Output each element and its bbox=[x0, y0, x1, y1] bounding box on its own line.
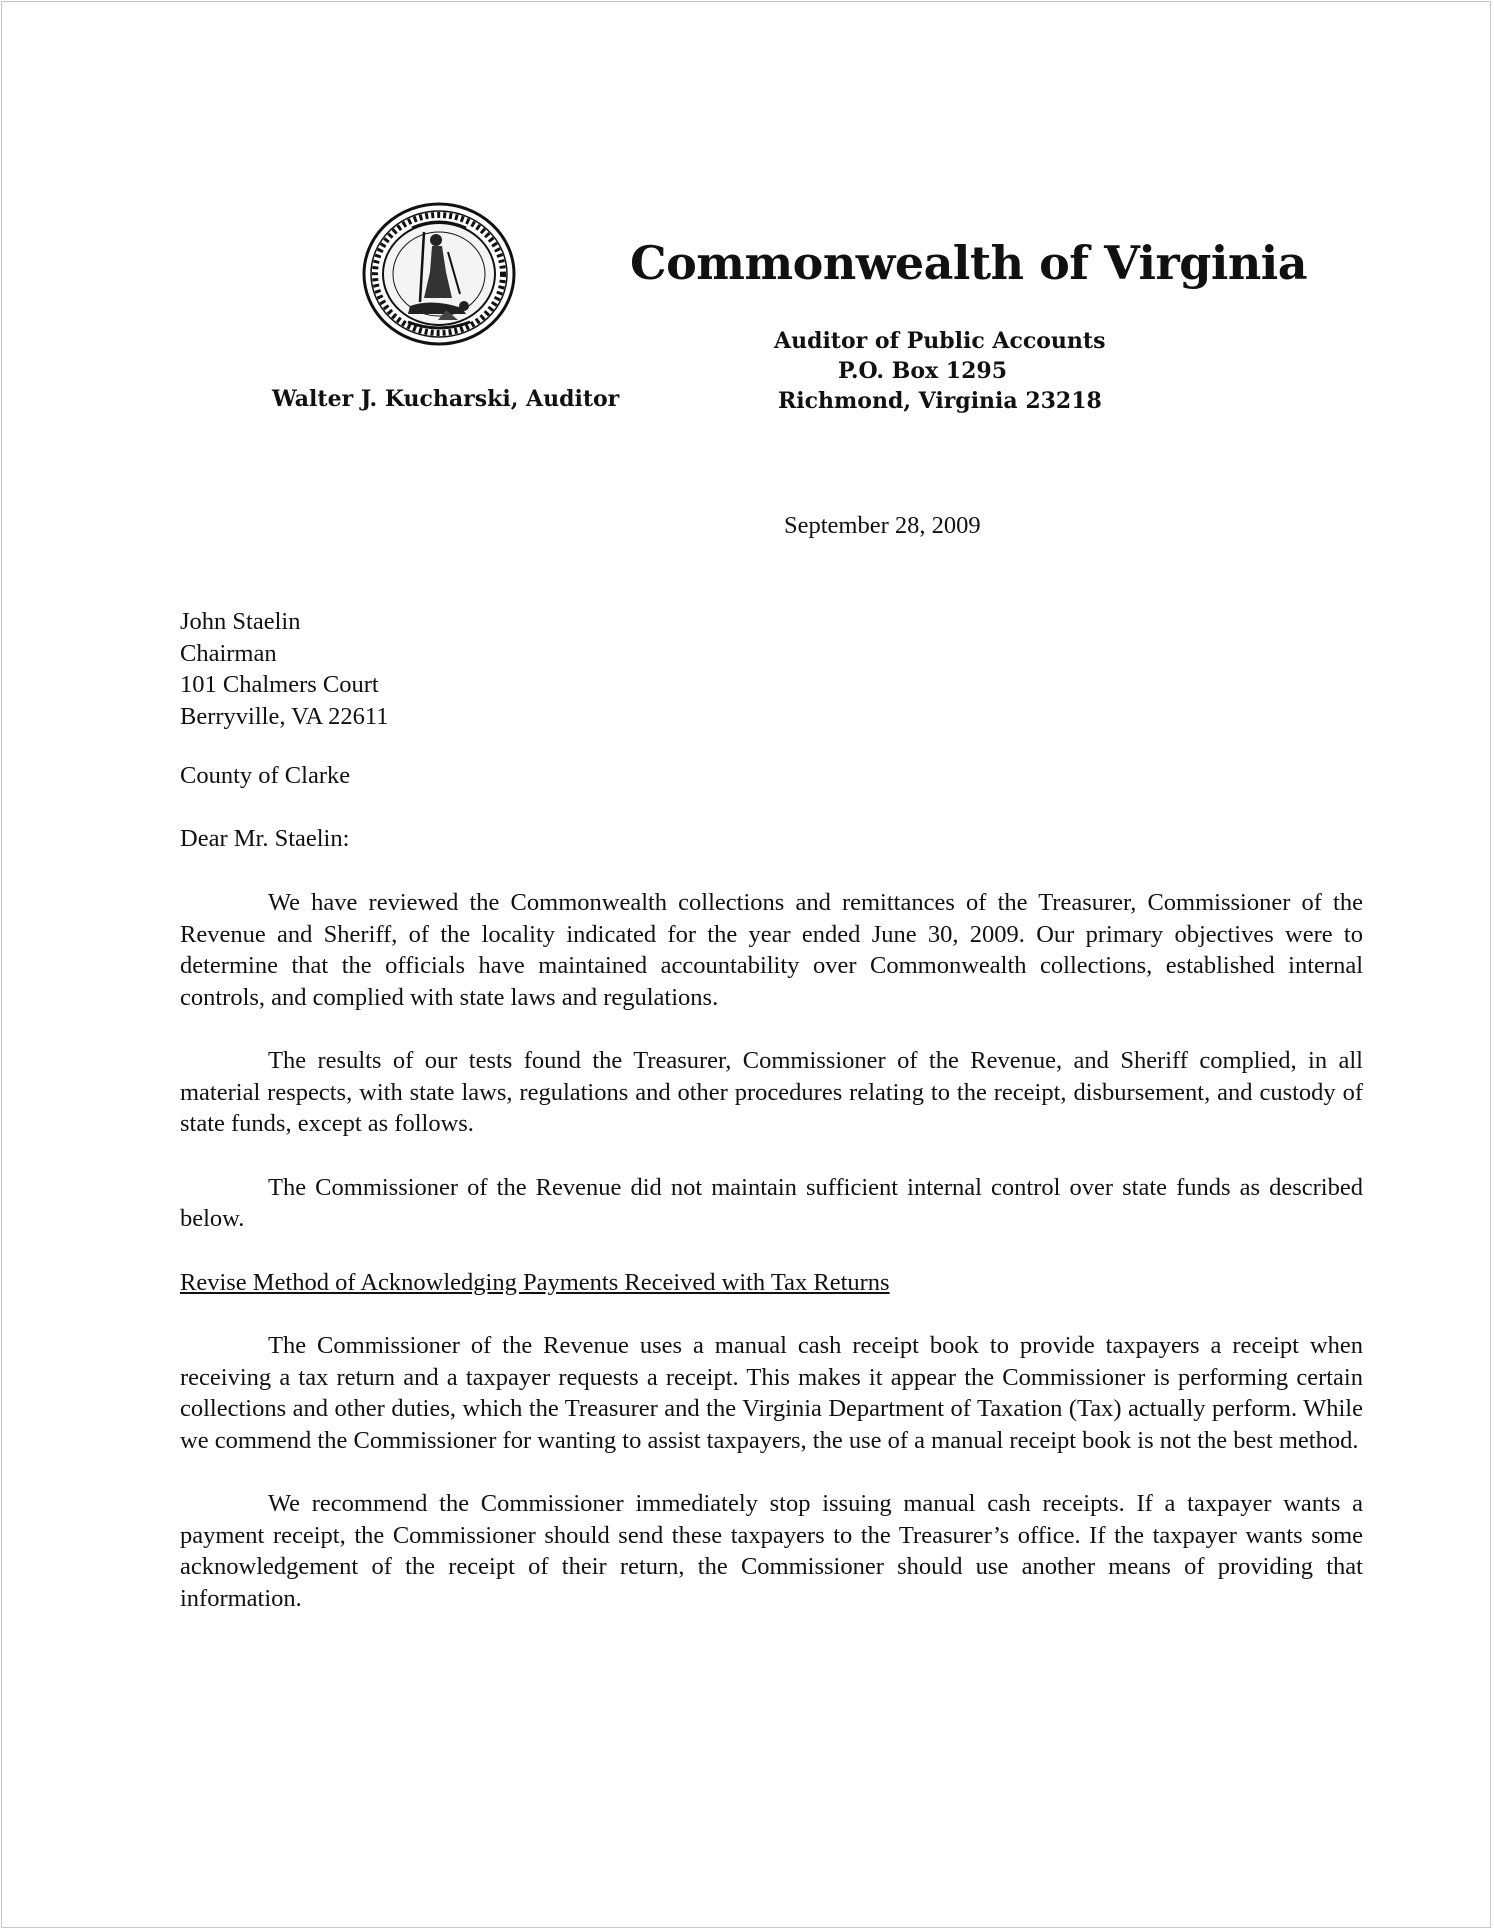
recipient-street: 101 Chalmers Court bbox=[180, 671, 379, 698]
auditor-name: Walter J. Kucharski, Auditor bbox=[272, 386, 620, 412]
letter-date: September 28, 2009 bbox=[784, 512, 981, 539]
office-city-state: Richmond, Virginia 23218 bbox=[778, 388, 1102, 414]
masthead-title: Commonwealth of Virginia bbox=[630, 236, 1308, 290]
body-paragraph: The Commissioner of the Revenue did not maintain sufficient internal control over state funds as described below. bbox=[180, 1173, 1363, 1232]
recipient-address-block bbox=[180, 606, 388, 732]
virginia-state-seal bbox=[362, 202, 517, 347]
section-heading: Revise Method of Acknowledging Payments Received with Tax Returns bbox=[180, 1268, 890, 1296]
office-name: Auditor of Public Accounts bbox=[774, 328, 1106, 354]
letter-page bbox=[1, 1, 1491, 1928]
recipient-city: Berryville, VA 22611 bbox=[180, 702, 389, 730]
section-paragraph: The Commissioner of the Revenue uses a manual cash receipt book to provide taxpayers a receipt when receiving a tax return and a taxpayer requests a receipt. This makes it appear the Commissioner is performing certain collections and other duties, which the Treasurer and the Virginia Department of Taxation (Tax) actually perform. While we commend the Commissioner for wanting to assist taxpayers, the use of a manual receipt book is not the best method. bbox=[180, 1332, 1363, 1454]
county-line: County of Clarke bbox=[180, 762, 351, 789]
body-paragraph: We have reviewed the Commonwealth collections and remittances of the Treasurer, Commissioner of the Revenue and Sheriff, of the locality indicated for the year ended June 30, 2009. Our primary objectives were to determine that the officials have maintained accountability over Commonwealth collections, established internal controls, and complied with state laws and regulations. bbox=[180, 889, 1363, 1011]
salutation: Dear Mr. Staelin: bbox=[180, 825, 350, 852]
recipient-title: Chairman bbox=[180, 639, 277, 667]
office-po-box: P.O. Box 1295 bbox=[838, 358, 1008, 384]
letter-body bbox=[180, 887, 1363, 1646]
office-address-block bbox=[762, 326, 1122, 416]
body-paragraph: The results of our tests found the Treasurer, Commissioner of the Revenue, and Sheriff complied, in all material respects, with state laws, regulations and other procedures relating to the receipt, disbursement, and custody of state funds, except as follows. bbox=[180, 1047, 1363, 1137]
section-paragraph: We recommend the Commissioner immediately stop issuing manual cash receipts. If a taxpayer wants a payment receipt, the Commissioner should send these taxpayers to the Treasurer’s office. If the taxpayer wants some acknowledgement of the receipt of their return, the Commissioner should use another means of providing that information. bbox=[180, 1490, 1363, 1612]
recipient-name: John Staelin bbox=[180, 608, 301, 635]
